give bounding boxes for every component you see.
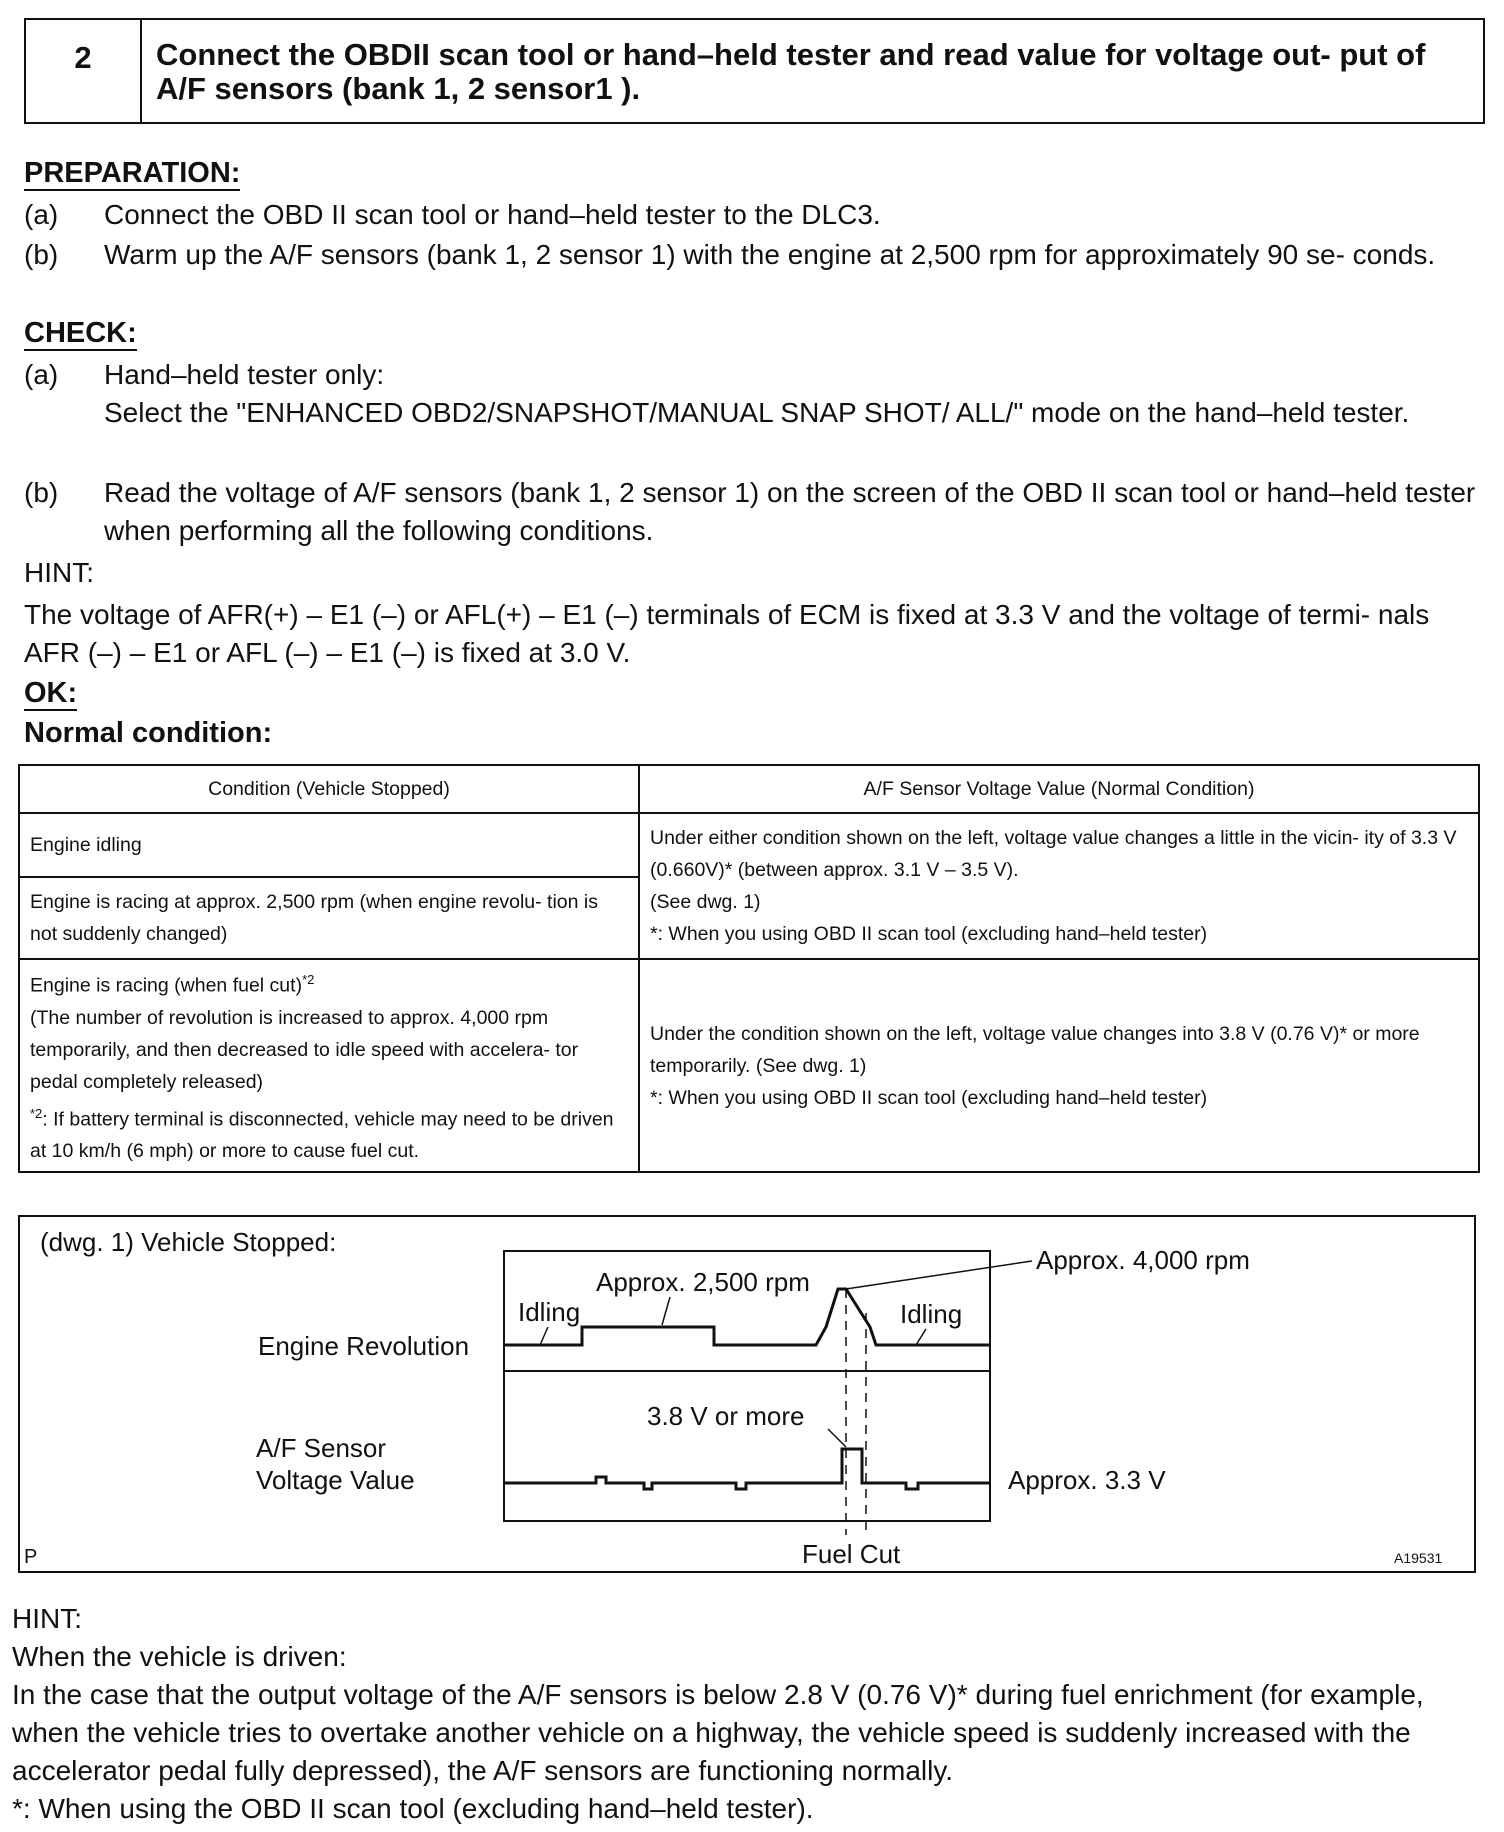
table-value-fuel-cut: Under the condition shown on the left, voltage value changes into 3.8 V (0.76 V)* or more temporarily. (See dwg. 1) *: When you using OBD II scan tool (excluding hand–held tester) — [639, 959, 1479, 1172]
voltage-3-8-label: 3.8 V or more — [647, 1401, 805, 1431]
step-number: 2 — [26, 20, 142, 122]
figure-dwg1 — [18, 1215, 1476, 1573]
fuel-cut-label: Fuel Cut — [802, 1539, 901, 1569]
figure-title: (dwg. 1) Vehicle Stopped: — [40, 1227, 337, 1257]
corner-p-label: P — [24, 1546, 38, 1568]
check-heading: CHECK: — [24, 317, 137, 349]
idling-right-label: Idling — [900, 1299, 963, 1329]
af-sensor-label-2: Voltage Value — [256, 1465, 415, 1495]
step-title: Connect the OBDII scan tool or hand–held tester and read value for voltage out- put of A/F sensors (bank 1, 2 sensor1 ). — [156, 37, 1426, 106]
ok-heading: OK: — [24, 677, 78, 709]
hint2-line1: When the vehicle is driven: — [12, 1641, 347, 1672]
table-header-voltage: A/F Sensor Voltage Value (Normal Condition) — [639, 765, 1479, 813]
idling-left-label: Idling — [518, 1297, 581, 1327]
table-value-idle-racing: Under either condition shown on the left, voltage value changes a little in the vicin- ity of 3.3 V (0.660V)* (between approx. 3.1 V – 3.5 V). (See dwg. 1) *: When you using OBD II scan tool (excluding hand–held tester) — [639, 813, 1479, 959]
check-item-a: (a) Hand–held tester only: Select the "ENHANCED OBD2/SNAPSHOT/MANUAL SNAP SHOT/ ALL/" mode on the hand–held tester. — [24, 359, 1410, 428]
hint-text: The voltage of AFR(+) – E1 (–) or AFL(+) – E1 (–) terminals of ECM is fixed at 3.3 V and the voltage of termi- nals AFR (–) – E1 or AFL (–) – E1 (–) is fixed at 3.0 V. — [24, 599, 1430, 668]
check-item-b: (b) Read the voltage of A/F sensors (bank 1, 2 sensor 1) on the screen of the OBD II scan tool or hand–held tester when performing all the following conditions. — [24, 477, 1476, 546]
approx-3-3-label: Approx. 3.3 V — [1008, 1465, 1166, 1495]
preparation-item-b: (b) Warm up the A/F sensors (bank 1, 2 sensor 1) with the engine at 2,500 rpm for approximately 90 se- conds. — [24, 239, 1436, 270]
af-sensor-label-1: A/F Sensor — [256, 1433, 387, 1463]
hint-heading: HINT: — [24, 557, 94, 588]
table-row-idling: Engine idling — [19, 813, 639, 877]
fuel-cut-markers — [846, 1289, 866, 1535]
hint2-footnote: *: When using the OBD II scan tool (excluding hand–held tester). — [12, 1793, 814, 1824]
engine-revolution-label: Engine Revolution — [258, 1331, 470, 1361]
approx-2500-label: Approx. 2,500 rpm — [596, 1267, 810, 1297]
table-row-fuel-cut: Engine is racing (when fuel cut)$^{*2}$ (The number of revolution is increased to approx. 4,000 rpm temporarily, and then decreased to idle speed with accelera- tor pedal completely released) $^{*2}$: If battery terminal is disconnected, vehicle may need to be driven at 10 km/h (6 mph) or more to cause fuel cut. — [19, 959, 639, 1172]
table-header-condition: Condition (Vehicle Stopped) — [19, 765, 639, 813]
figure-id: A19531 — [1394, 1550, 1443, 1566]
hint2-heading: HINT: — [12, 1603, 82, 1634]
preparation-item-a: (a) Connect the OBD II scan tool or hand–held tester to the DLC3. — [24, 199, 881, 230]
preparation-heading: PREPARATION: — [24, 157, 241, 189]
hint2-text: In the case that the output voltage of the A/F sensors is below 2.8 V (0.76 V)* during fuel enrichment (for example, when the vehicle tries to overtake another vehicle on a highway, the vehicle speed is suddenly increased with the accelerator pedal fully depressed), the A/F sensors are functioning normally. — [12, 1679, 1424, 1786]
normal-condition-heading: Normal condition: — [24, 717, 273, 749]
table-row-racing-2500: Engine is racing at approx. 2,500 rpm (when engine revolu- tion is not suddenly changed) — [19, 877, 639, 959]
af-voltage-trace — [504, 1449, 990, 1489]
step-header — [24, 18, 1485, 124]
normal-condition-table — [18, 764, 1480, 1173]
approx-4000-label: Approx. 4,000 rpm — [1036, 1245, 1250, 1275]
